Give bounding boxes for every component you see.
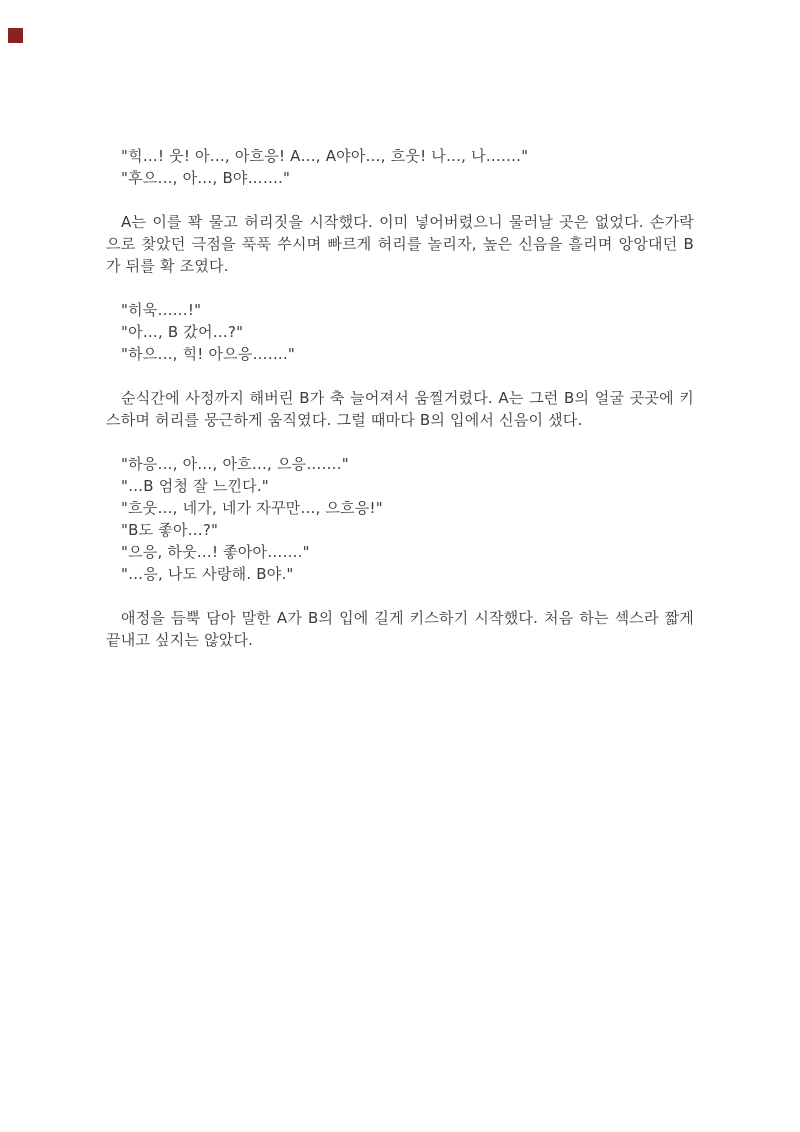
narration-paragraph: 순식간에 사정까지 해버린 B가 축 늘어져서 움찔거렸다. A는 그런 B의 얼굴 곳곳에 키스하며 허리를 뭉근하게 움직였다. 그럴 때마다 B의 입에서 신음이 샜다. [106, 389, 694, 429]
narration-block [106, 387, 694, 431]
document-body [106, 145, 694, 651]
dialogue-line: "하응…, 아…, 아흐…, 으응……." [121, 455, 349, 473]
dialogue-line: "으응, 하웃…! 좋아아……." [121, 543, 310, 561]
dialogue-block [106, 299, 694, 365]
dialogue-line: "하으…, 힉! 아으응……." [121, 345, 296, 363]
dialogue-line: "히욱……!" [121, 301, 202, 319]
dialogue-line: "흐웃…, 네가, 네가 자꾸만…, 으흐응!" [121, 499, 383, 517]
narration-paragraph: A는 이를 꽉 물고 허리짓을 시작했다. 이미 넣어버렸으니 물러날 곳은 없었다. 손가락으로 찾았던 극점을 푹푹 쑤시며 빠르게 허리를 놀리자, 높은 신음을 흘리며 앙앙대던 B가 뒤를 확 조였다. [106, 213, 694, 275]
narration-block [106, 607, 694, 651]
dialogue-line: "…응, 나도 사랑해. B야." [121, 565, 294, 583]
dialogue-line: "아…, B 갔어…?" [121, 323, 244, 341]
narration-block [106, 211, 694, 277]
dialogue-line: "힉…! 웃! 아…, 아흐응! A…, A야아…, 흐웃! 나…, 나……." [121, 147, 529, 165]
dialogue-line: "…B 엄청 잘 느낀다." [121, 477, 269, 495]
narration-paragraph: 애정을 듬뿍 담아 말한 A가 B의 입에 길게 키스하기 시작했다. 처음 하는 섹스라 짧게 끝내고 싶지는 않았다. [106, 609, 694, 649]
dialogue-line: "후으…, 아…, B야……." [121, 169, 291, 187]
dialogue-block [106, 453, 694, 585]
red-square-marker [8, 28, 23, 43]
dialogue-line: "B도 좋아…?" [121, 521, 219, 539]
dialogue-block [106, 145, 694, 189]
